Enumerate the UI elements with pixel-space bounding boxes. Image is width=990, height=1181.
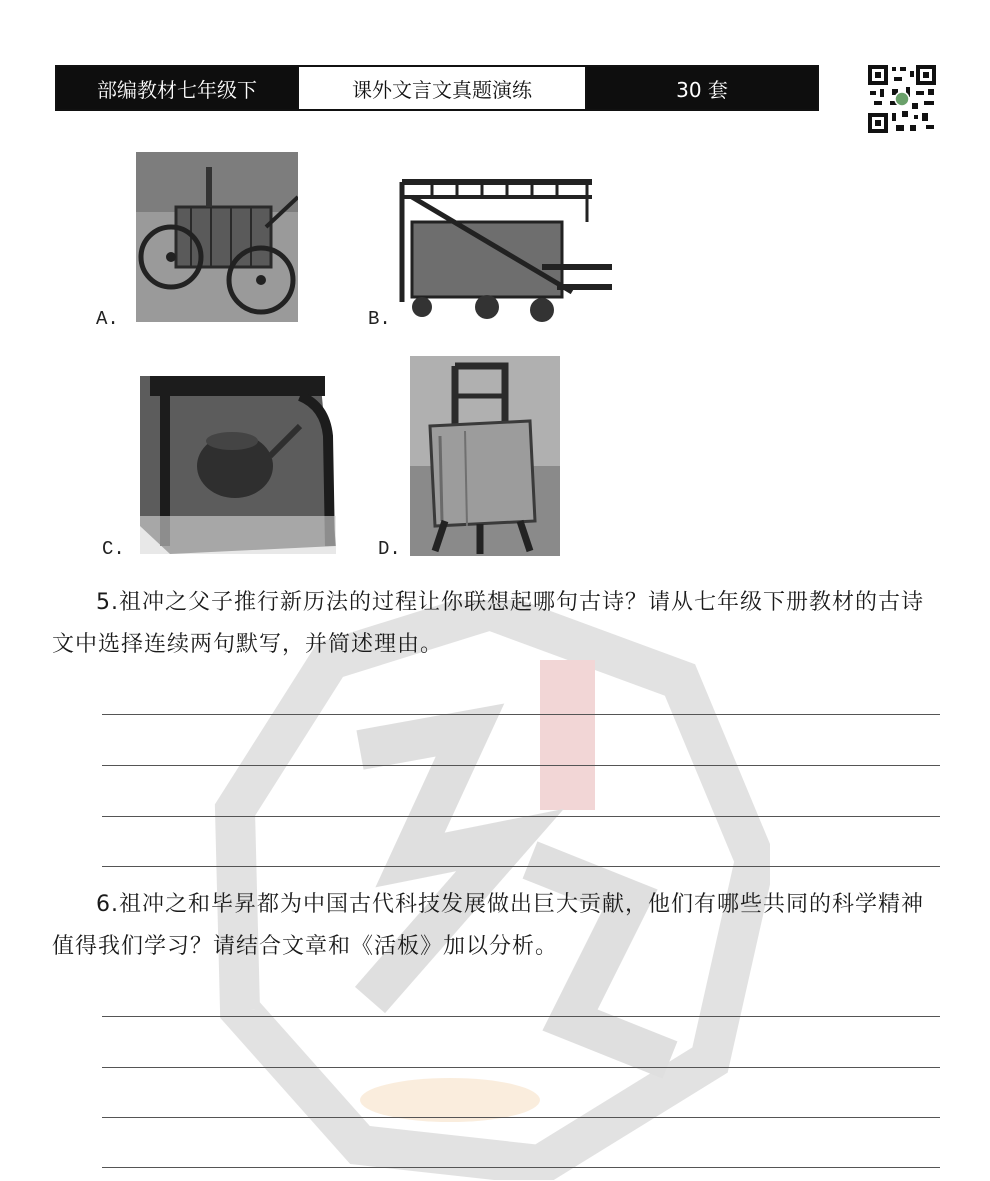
header-set-count: 30 套 bbox=[587, 67, 817, 109]
qr-code-icon bbox=[866, 63, 938, 135]
option-a-label: A. bbox=[96, 308, 119, 330]
option-d-label: D. bbox=[378, 538, 401, 560]
answer-line[interactable] bbox=[102, 714, 940, 715]
answer-line[interactable] bbox=[102, 1117, 940, 1118]
option-c-label: C. bbox=[102, 538, 125, 560]
option-b-label: B. bbox=[368, 308, 391, 330]
option-b-image bbox=[392, 152, 618, 327]
header-bar bbox=[55, 65, 819, 111]
option-c-image bbox=[140, 376, 336, 554]
header-textbook: 部编教材七年级下 bbox=[57, 67, 297, 109]
option-d-image bbox=[410, 356, 560, 556]
header-title: 课外文言文真题演练 bbox=[297, 67, 587, 109]
question-6: 6.祖冲之和毕昇都为中国古代科技发展做出巨大贡献，他们有哪些共同的科学精神值得我们学习？请结合文章和《活板》加以分析。 bbox=[52, 892, 924, 959]
answer-line[interactable] bbox=[102, 765, 940, 766]
answer-line[interactable] bbox=[102, 1016, 940, 1017]
option-a-image bbox=[136, 152, 298, 322]
answer-line[interactable] bbox=[102, 816, 940, 817]
answer-line[interactable] bbox=[102, 866, 940, 867]
answer-line[interactable] bbox=[102, 1067, 940, 1068]
question-5: 5.祖冲之父子推行新历法的过程让你联想起哪句古诗？请从七年级下册教材的古诗文中选择连续两句默写，并简述理由。 bbox=[52, 590, 924, 657]
answer-line[interactable] bbox=[102, 1167, 940, 1168]
